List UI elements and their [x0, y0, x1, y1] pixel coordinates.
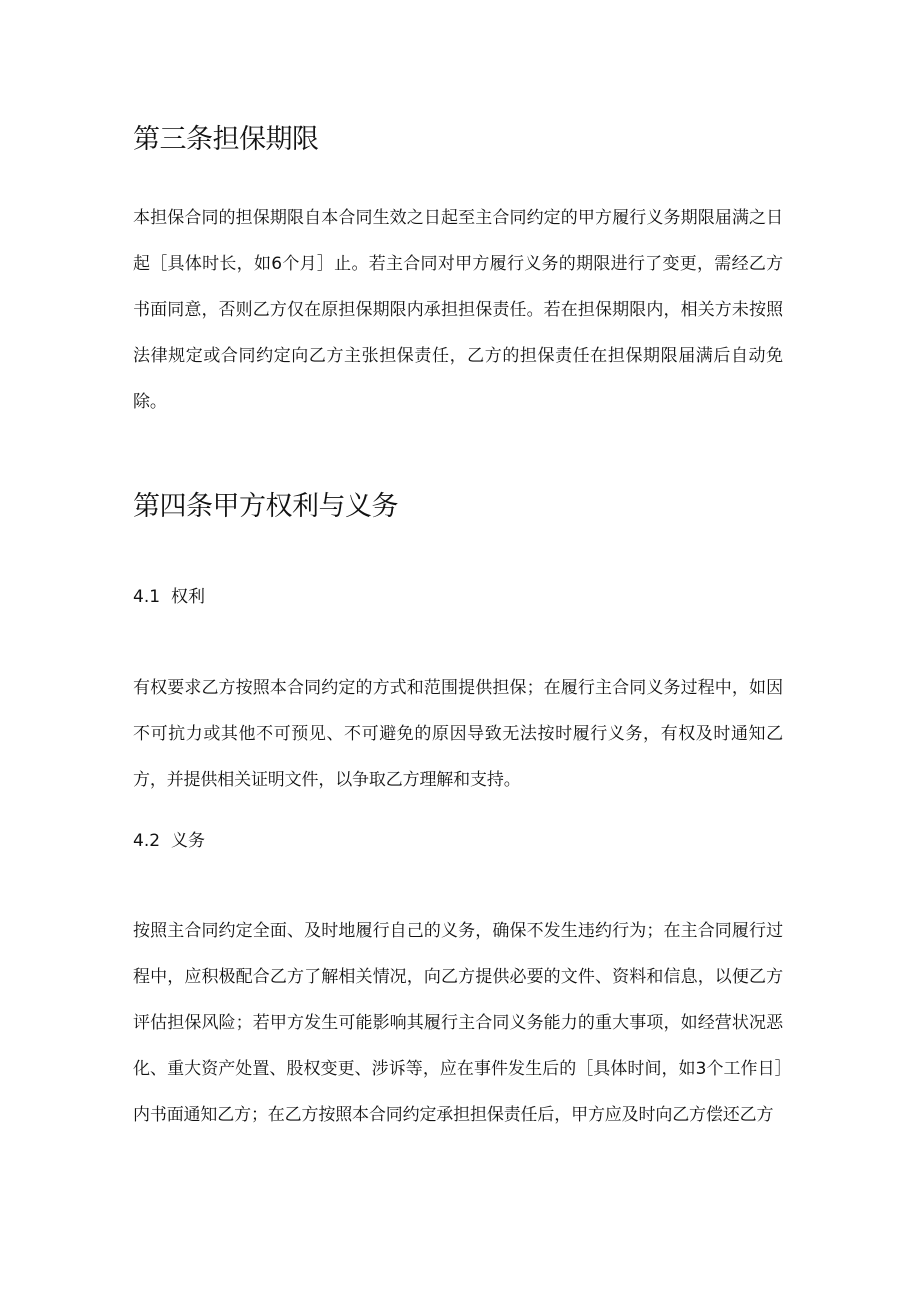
section-4-1-title: 权利 [171, 587, 205, 607]
section-4-2-body: 按照主合同约定全面、及时地履行自己的义务，确保不发生违约行为；在主合同履行过程中，应积极配合乙方了解相关情况，向乙方提供必要的文件、资料和信息，以便乙方评估担保风险；若甲方发生可能影响其履行主合同义务能力的重大事项，如经营状况恶化、重大资产处置、股权变更、涉诉等，应在事件发生后的［具体时间，如3个工作日］内书面通知乙方；在乙方按照本合同约定承担担保责任后，甲方应及时向乙方偿还乙方 [133, 921, 783, 1125]
article-4-heading: 第四条甲方权利与义务 [133, 491, 398, 522]
section-4-2-heading [133, 826, 205, 856]
section-4-2-title: 义务 [171, 831, 205, 851]
section-4-1-number: 4.1 [133, 587, 161, 607]
section-4-1-heading [133, 582, 205, 612]
article-3-body: 本担保合同的担保期限自本合同生效之日起至主合同约定的甲方履行义务期限届满之日起［具体时长，如6个月］止。若主合同对甲方履行义务的期限进行了变更，需经乙方书面同意，否则乙方仅在原担保期限内承担担保责任。若在担保期限内，相关方未按照法律规定或合同约定向乙方主张担保责任，乙方的担保责任在担保期限届满后自动免除。 [133, 208, 783, 412]
section-4-2-number: 4.2 [133, 831, 161, 851]
article-3-heading: 第三条担保期限 [133, 124, 319, 155]
section-4-1-body: 有权要求乙方按照本合同约定的方式和范围提供担保；在履行主合同义务过程中，如因不可抗力或其他不可预见、不可避免的原因导致无法按时履行义务，有权及时通知乙方，并提供相关证明文件，以争取乙方理解和支持。 [133, 678, 783, 790]
